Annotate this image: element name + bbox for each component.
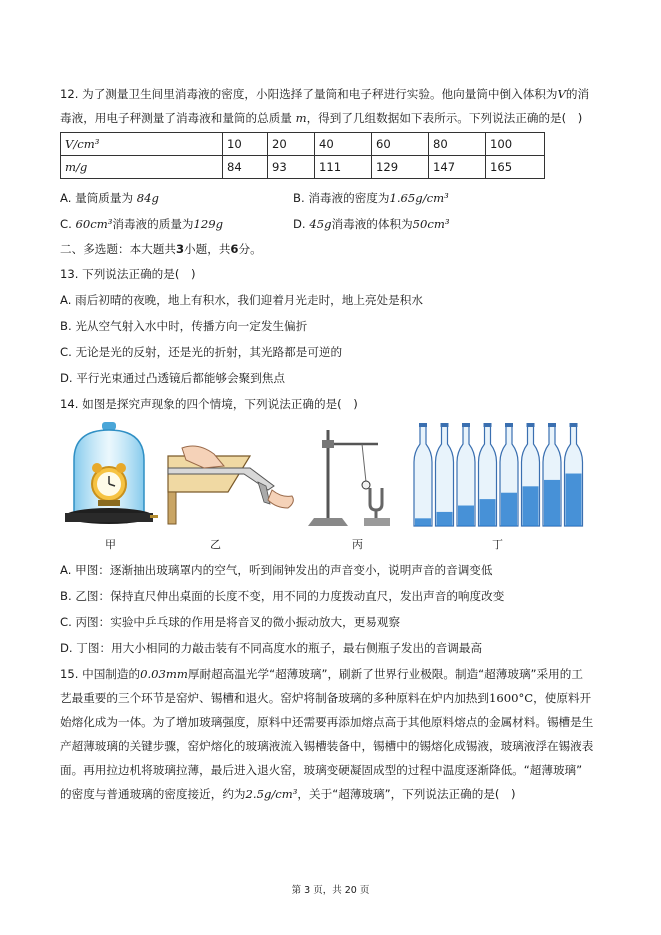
bottles-with-water-figure xyxy=(410,422,588,532)
q12-option-c: C. 60cm³消毒液的质量为129g xyxy=(60,217,224,231)
q14-figures xyxy=(60,420,590,550)
tuning-fork-pingpong-figure xyxy=(308,422,404,530)
bottle-water xyxy=(437,512,453,526)
q12-option-d: D. 45g消毒液的体积为50cm³ xyxy=(293,217,450,231)
bottle-5 xyxy=(500,423,518,526)
section-2-title: 二、多选题：本大题共3小题，共6分。 xyxy=(60,242,262,256)
table-cell: 100 xyxy=(486,133,545,156)
bottle-water xyxy=(458,506,474,526)
figure-caption-jia: 甲 xyxy=(105,538,116,551)
q14-option-a: A. 甲图：逐渐抽出玻璃罩内的空气，听到闹钟发出的声音变小，说明声音的音调变低 xyxy=(60,563,493,577)
q15-line1: 15. 中国制造的0.03mm厚耐超高温光学“超薄玻璃”，刷新了世界行业极限。制造“超薄玻璃”采用的工 xyxy=(60,667,583,681)
table-header-mass: m/g xyxy=(61,156,223,179)
bell-jar-alarm-clock-figure xyxy=(60,420,160,532)
q12-stem-line2: 毒液，用电子秤测量了消毒液和量筒的总质量 m，得到了几组数据如下表所示。下列说法正确的是( ) xyxy=(60,111,583,125)
table-cell: 84 xyxy=(223,156,268,179)
figure-caption-bing: 丙 xyxy=(352,538,363,551)
q15-line5: 面。再用拉边机将玻璃拉薄，最后进入退火窑，玻璃变硬凝固成型的过程中温度逐渐降低。“超薄玻璃” xyxy=(60,763,583,777)
q15-line2: 艺最重要的三个环节是窑炉、锡槽和退火。窑炉将制备玻璃的多种原料在炉内加热到1600°C，使原料开 xyxy=(60,691,592,705)
table-row-volume xyxy=(61,133,545,156)
bottle-water xyxy=(415,518,431,526)
q13-option-d: D. 平行光束通过凸透镜后都能够会聚到焦点 xyxy=(60,371,285,385)
table-cell: 147 xyxy=(429,156,486,179)
q13-option-b: B. 光从空气射入水中时，传播方向一定发生偏折 xyxy=(60,319,308,333)
table-cell: 165 xyxy=(486,156,545,179)
bottle-1 xyxy=(414,423,432,526)
page-footer: 第 3 页，共 20 页 xyxy=(291,885,370,896)
table-cell: 20 xyxy=(268,133,315,156)
q13-stem: 13. 下列说法正确的是( ) xyxy=(60,267,196,281)
q12-option-a: A. 量筒质量为 84g xyxy=(60,191,159,205)
bottle-water xyxy=(480,499,496,526)
bottle-7 xyxy=(543,423,561,526)
bottle-8 xyxy=(565,423,583,526)
bottle-water xyxy=(523,486,539,526)
table-cell: 111 xyxy=(315,156,372,179)
q12-data-table xyxy=(60,132,545,179)
table-cell: 10 xyxy=(223,133,268,156)
ruler-on-table-figure xyxy=(164,442,300,526)
bottle-6 xyxy=(522,423,540,526)
q15-line4: 产超薄玻璃的关键步骤，窑炉熔化的玻璃液流入锡槽装备中，锡槽中的锡熔化成锡液，玻璃液浮在锡液表 xyxy=(60,739,594,753)
bottle-water xyxy=(544,480,560,526)
q12-option-b: B. 消毒液的密度为1.65g/cm³ xyxy=(293,191,449,205)
q15-line3: 始熔化成为一体。为了增加玻璃强度，原料中还需要再添加熔点高于其他原料熔点的金属材料。锡槽是生 xyxy=(60,715,594,729)
q15-line6: 的密度与普通玻璃的密度接近，约为2.5g/cm³，关于“超薄玻璃”，下列说法正确的是( ) xyxy=(60,787,516,801)
q14-option-b: B. 乙图：保持直尺伸出桌面的长度不变，用不同的力度拨动直尺，发出声音的响度改变 xyxy=(60,589,505,603)
q13-option-a: A. 雨后初晴的夜晚，地上有积水，我们迎着月光走时，地上亮处是积水 xyxy=(60,293,423,307)
table-header-volume: V/cm³ xyxy=(61,133,223,156)
figure-caption-ding: 丁 xyxy=(492,538,503,551)
bottle-2 xyxy=(436,423,454,526)
bottle-water xyxy=(501,493,517,526)
bottle-3 xyxy=(457,423,475,526)
q14-stem: 14. 如图是探究声现象的四个情境，下列说法正确的是( ) xyxy=(60,397,358,411)
q13-option-c: C. 无论是光的反射，还是光的折射，其光路都是可逆的 xyxy=(60,345,343,359)
q14-option-d: D. 丁图：用大小相同的力敲击装有不同高度水的瓶子，最右侧瓶子发出的音调最高 xyxy=(60,641,483,655)
table-cell: 80 xyxy=(429,133,486,156)
bottle-water xyxy=(566,474,582,526)
figure-caption-yi: 乙 xyxy=(210,538,221,551)
table-cell: 93 xyxy=(268,156,315,179)
bottle-4 xyxy=(479,423,497,526)
q14-option-c: C. 丙图：实验中乒乓球的作用是将音叉的微小振动放大，更易观察 xyxy=(60,615,401,629)
table-cell: 129 xyxy=(372,156,429,179)
table-row-mass xyxy=(61,156,545,179)
table-cell: 40 xyxy=(315,133,372,156)
q12-stem-line1: 12. 为了测量卫生间里消毒液的密度，小阳选择了量筒和电子秤进行实验。他向量筒中倒入体积为V的消 xyxy=(60,87,590,101)
table-cell: 60 xyxy=(372,133,429,156)
